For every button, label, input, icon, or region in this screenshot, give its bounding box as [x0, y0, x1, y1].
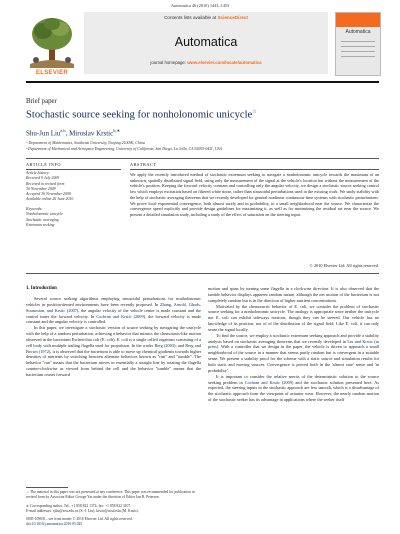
keyword[interactable]: Stochastic averaging [26, 217, 59, 222]
author-list [26, 128, 120, 137]
cover-title: Automatica [345, 29, 371, 35]
keyword[interactable]: Nonholonomic unicycle [26, 212, 63, 217]
abstract-heading: ABSTRACT [130, 162, 157, 167]
paragraph: To find the source, we employ a stochastic extremum seeking approach and provide a stability analysis based on stochastic averaging theorems that we recently developed in Liu and Krstic (in press). With a controller that we design in the paper, the vehicle is driven to approach a small neighborhood of the source in a manner that seems partly random but is convergent in a suitable sense. We present a stability proof for the scheme with a static source and simulation results for both static and moving sources. Convergence is proved both in the 'almost sure' sense and 'in probability'. [208, 332, 379, 373]
info-divider [26, 158, 379, 159]
author-affil-mark: b,∗ [113, 128, 121, 133]
issn-line: 0005-1098/$ – see front matter © 2010 Elsevier Ltd. All rights reserved. [26, 517, 133, 521]
sciencedirect-link[interactable]: ScienceDirect [217, 15, 248, 20]
citation-link[interactable]: Cochran and Krstic (2009) [96, 313, 146, 319]
footnote-corresponding: ∗ Corresponding author. Tel.: +1 858 822 1374; fax: +1 858 822 3107. [26, 504, 132, 508]
history-line: Received in revised form [26, 181, 65, 186]
author-separator: , [65, 129, 70, 138]
bottom-info [26, 517, 133, 527]
author-affil-mark: a,b [60, 128, 66, 133]
journal-name: Automatica [174, 35, 238, 49]
affiliation-b: ᵇ Department of Mechanical and Aerospace Engineering, University of California, San Diego, La Jolla, CA 92093-0411, USA [26, 147, 222, 151]
author-name[interactable]: Shu-Jun Liu [26, 129, 61, 138]
citation-link[interactable]: Liu and Krstic (in press) [208, 338, 379, 350]
header-divider [26, 81, 379, 83]
history-line: Available online 26 June 2010 [26, 197, 74, 202]
cover-band [336, 13, 380, 27]
paragraph: Motivated by the chemotactic behavior of E. coli, we consider the problem of stochastic source seeking for a nonholonomic unicycle. The analogy is appropriate since neither the unicycle nor E. coli can exhibit sideways motions, though they can be steered. Our vehicle has no knowledge of its position, nor of of the distribution of the signal field. Like E. coli, it can only sense the signal locally. [208, 303, 379, 332]
keywords-label: Keywords: [26, 207, 43, 211]
footnote-title: ☆ The material in this paper was not presented at any conference. This paper was recommended for publication in revised form by Associate Editor George Yin under the direction of Editor Ian R. Petersen. [26, 490, 195, 499]
abstract-rule [130, 169, 379, 170]
doi-link[interactable]: doi:10.1016/j.automatica.2010.05.025 [26, 521, 83, 526]
paragraph: motion and spins by turning some flagella in a clockwise direction. It is also observed that the tumble behavior displays apparent random nature, although the net motion of the bacterium is not completely random but is in the direction of higher nutrient concentrations. [208, 286, 379, 303]
cover-lines [341, 41, 375, 61]
history-line: Received 9 July 2009 [26, 176, 60, 181]
citation-link[interactable]: Berg (2003) [154, 342, 176, 348]
body-divider [26, 273, 379, 274]
contents-prefix: Contents lists available at [164, 15, 218, 20]
paragraph: It is important to consider the relative merits of the deterministic solution to the source seeking problem in Cochran and Krstic (2009) and the stochastic solution presented here. As expected, the steering inputs in the stochastic approach are less smooth, which is a disadvantage of the stochastic approach from the viewpoint of actuator wear. However, the nearly random motion of the stochastic seeker has its advantage in applications where the seeker itself [208, 373, 379, 403]
elsevier-tree-logo [26, 12, 78, 70]
history-label: Article history: [26, 171, 50, 175]
article-type: Brief paper [26, 98, 57, 105]
publisher-name: ELSEVIER [35, 70, 69, 76]
footnote-rule [26, 487, 68, 488]
journal-cover-thumbnail [335, 12, 381, 76]
paper-title [26, 109, 379, 121]
left-column [26, 296, 201, 378]
homepage-prefix: journal homepage: [150, 60, 188, 65]
right-column [208, 286, 379, 403]
paragraph: In this paper, we investigate a stochastic version of source seeking by navigating the unicycle with the help of a random perturbation, achieving a behavior that mimics the chemotaxis-like motion observed in the bacterium Escherichia coli (E. coli). E. coli is a single celled organism consisting of a cell body with multiple trailing flagella used for propulsion. In the works Berg (2003); and Berg and Brown (1972), it is observed that the bacterium is able to move up chemical gradients towards higher densities of nutrients by switching between alternate behaviors known as "run" and "tumble". The behavior "run" means that the bacterium moves in essentially a straight line by rotating the flagella counter-clockwise as viewed from behind the cell and the behavior "tumble" means that the bacterium ceases forward [26, 325, 202, 377]
citation-link[interactable]: Zhang, Arnold, Ghods, Siranosian, and Krstic (2007) [26, 301, 201, 313]
abstract-copyright: © 2010 Elsevier Ltd. All rights reserved. [309, 263, 379, 268]
title-footnote-mark[interactable]: ☆ [252, 110, 257, 115]
article-info-heading: ARTICLE INFO [26, 162, 61, 167]
article-history [26, 171, 73, 203]
history-line: Accepted 30 November 2009 [26, 192, 71, 197]
page-reference: Automatica 46 (2010) 1443–1453 [170, 3, 230, 8]
keyword[interactable]: Extremum seeking [26, 222, 55, 227]
article-info-rule [26, 169, 121, 170]
keywords-block [26, 207, 63, 228]
section-heading: 1. Introduction [26, 286, 57, 291]
citation-link[interactable]: Berg and Brown (1972) [26, 342, 202, 354]
paper-title-text: Stochastic source seeking for nonholonomic unicycle [26, 109, 253, 121]
journal-homepage-link[interactable]: www.elsevier.com/locate/automatica [187, 60, 262, 65]
history-line: 30 November 2009 [26, 186, 56, 191]
citation-link[interactable]: Cochran and Krstic (2009) [244, 379, 294, 385]
paragraph: Several source seeking algorithms employing sinusoidal perturbations for nonholonomic vehicles in position-denied environments have been recently proposed. In Zhang, Arnold, Ghods, Siranosian, and Krstic (2007), the angular velocity of the vehicle center is made constant and the control tunes the forward velocity. In Cochran and Krstic (2009), the forward velocity is made constant and the angular velocity is controlled. [26, 296, 201, 325]
abstract-text: We apply the recently introduced method of stochastic extremum seeking to navigate a nonholonomic unicycle towards the maximum of an unknown, spatially distributed signal field, using only the measurement of the signal at the vehicle's location but without the measurement of the vehicle's position. Keeping the forward velocity constant and controlling only the angular velocity, we design a stochastic source seeking control law which employs excitation based on filtered white noise, rather than sinusoidal perturbations used in the existing work. We study stability with the help of stochastic averaging theorems that we recently developed for general nonlinear continuous-time systems with stochastic perturbations. We prove local exponential convergence, both almost surely and in probability, to a small neighborhood near the source. We characterize the convergence speed explicitly and provide design guidelines for maximizing it, as well as for minimizing the residual set near the source. We present a detailed simulation study, including a study of the effect of saturation on the steering input. [130, 172, 379, 217]
contents-line [84, 15, 328, 20]
homepage-line [84, 60, 328, 65]
affiliation-a: ᵃ Department of Mathematics, Southeast University, Nanjing 210096, China [26, 141, 145, 145]
author-name[interactable]: Miroslav Krstic [69, 129, 114, 138]
footnote-email[interactable]: E-mail addresses: sjliu@seu.edu.cn (S.-J. Liu), krstic@ucsd.edu (M. Krstic). [26, 509, 140, 513]
